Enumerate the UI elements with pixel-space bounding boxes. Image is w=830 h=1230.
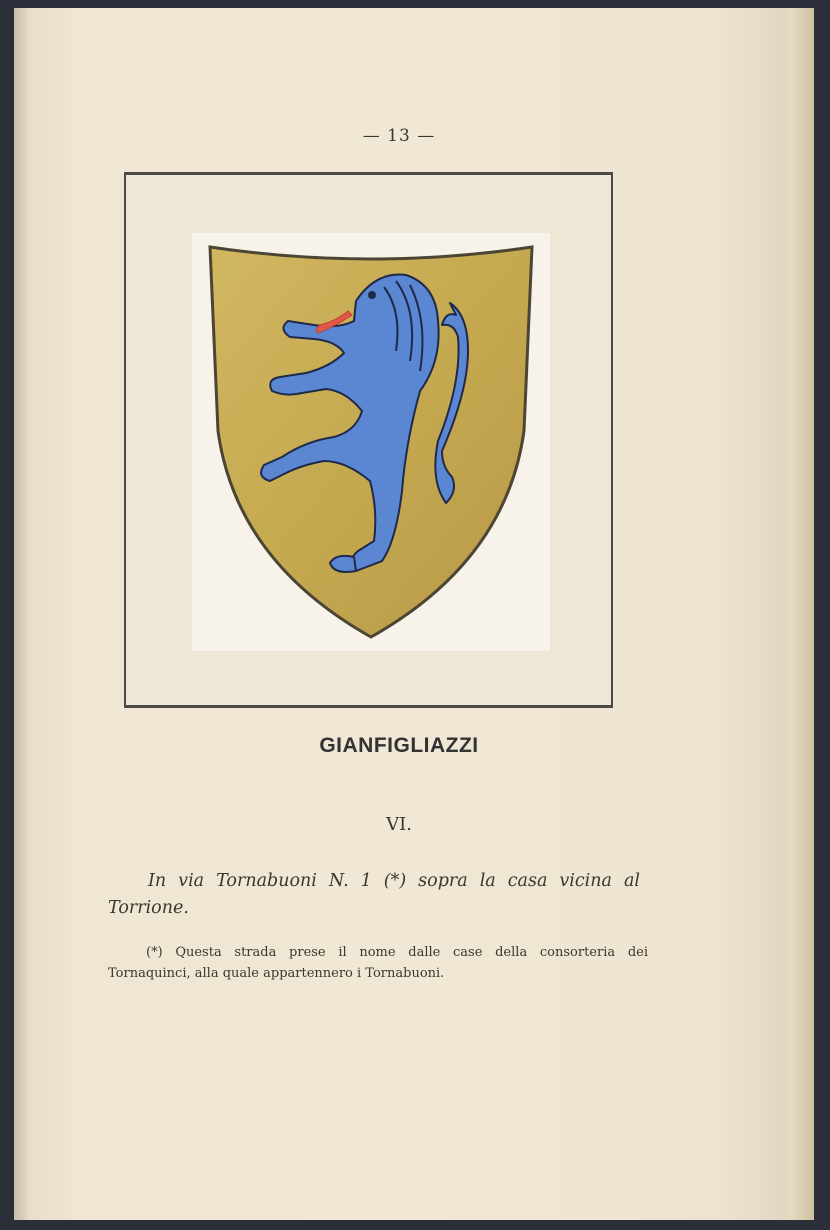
coat-of-arms-plate xyxy=(192,233,550,651)
book-page xyxy=(14,8,814,1220)
coat-of-arms-shield xyxy=(206,241,536,641)
illustration-frame xyxy=(124,172,613,708)
section-number: VI. xyxy=(386,814,412,835)
page-number: — 13 — xyxy=(362,126,436,146)
family-name-caption: GIANFIGLIAZZI xyxy=(319,734,479,757)
book-spine xyxy=(14,8,28,1220)
page-edge xyxy=(788,8,814,1220)
location-paragraph: In via Tornabuoni N. 1 (*) sopra la casa vicina al Torrione. xyxy=(108,871,640,918)
footnote: (*) Questa strada prese il nome dalle case della consorteria dei Tornaquinci, alla quale appartennero i Tornabuoni. xyxy=(108,945,648,981)
